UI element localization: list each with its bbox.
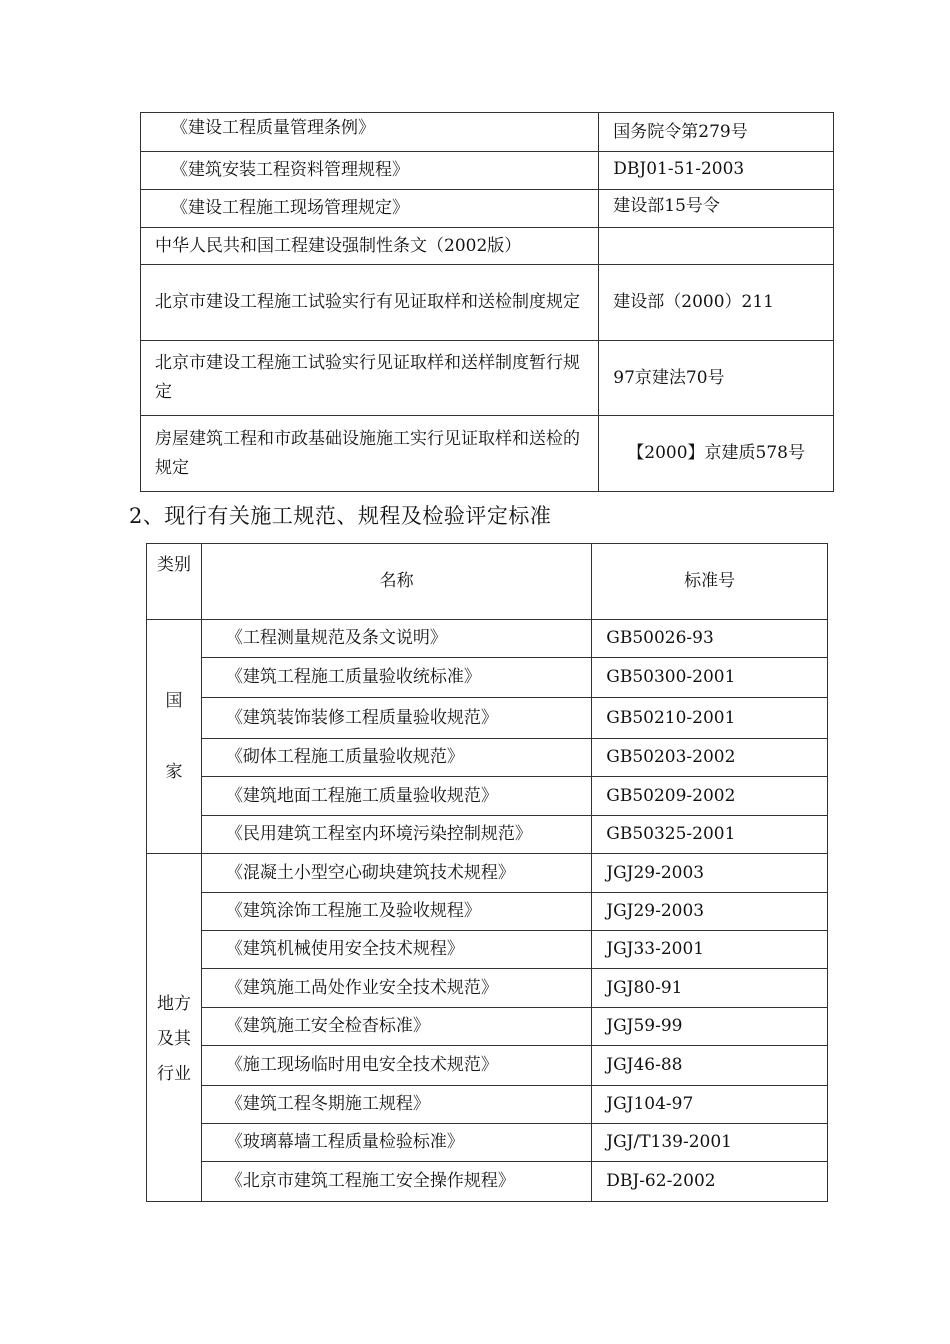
- category-label: 及其: [156, 1029, 191, 1050]
- table-row: [141, 152, 834, 190]
- section-heading: 2、现行有关施工规范、规程及检验评定标准: [129, 504, 552, 528]
- category-national: [147, 620, 202, 854]
- table-row: [141, 113, 834, 152]
- table-row: [147, 893, 828, 931]
- standard-name: 《建筑地面工程施工质量验收规范》: [201, 777, 591, 816]
- table-row: [147, 816, 828, 854]
- standard-number: JGJ29-2003: [592, 893, 828, 931]
- table-row: [147, 854, 828, 893]
- table-row: [147, 620, 828, 658]
- standard-number: GB50300-2001: [592, 658, 828, 698]
- standard-name: 《工程测量规范及条文说明》: [201, 620, 591, 658]
- table-row: [141, 190, 834, 228]
- standard-name: 《玻璃幕墙工程质量检验标准》: [201, 1124, 591, 1162]
- standards-table: [146, 543, 828, 1202]
- regulation-number: 【2000】京建质578号: [599, 416, 834, 492]
- table-header-row: [147, 544, 828, 620]
- regulation-name: 中华人民共和国工程建设强制性条文（2002版）: [141, 228, 599, 265]
- standard-name: 《施工现场临时用电安全技术规范》: [201, 1046, 591, 1086]
- standard-name: 《北京市建筑工程施工安全操作规程》: [201, 1162, 591, 1202]
- regulation-number: 国务院令第279号: [599, 113, 834, 152]
- standard-number: JGJ104-97: [592, 1086, 828, 1124]
- table-row: [147, 1124, 828, 1162]
- table-row: [147, 1086, 828, 1124]
- standard-name: 《建筑装饰装修工程质量验收规范》: [201, 698, 591, 739]
- regulation-name: 《建设工程施工现场管理规定》: [141, 190, 599, 228]
- standard-name: 《砌体工程施工质量验收规范》: [201, 739, 591, 777]
- standard-name: 《建筑工程施工质量验收统标准》: [201, 658, 591, 698]
- standard-name: 《建筑机械使用安全技术规程》: [201, 931, 591, 969]
- standard-name: 《混凝土小型空心砌块建筑技术规程》: [201, 854, 591, 893]
- table-row: [141, 341, 834, 416]
- table-row: [147, 1162, 828, 1202]
- name-header: 名称: [201, 544, 591, 620]
- regulation-number: 建设部（2000）211: [599, 265, 834, 341]
- standard-number: GB50209-2002: [592, 777, 828, 816]
- standard-number: GB50325-2001: [592, 816, 828, 854]
- regulation-name: 北京市建设工程施工试验实行见证取样和送样制度暂行规定: [141, 341, 599, 416]
- regulations-table: [140, 112, 834, 492]
- standard-number: GB50210-2001: [592, 698, 828, 739]
- standard-number: JGJ/T139-2001: [592, 1124, 828, 1162]
- standard-number: GB50026-93: [592, 620, 828, 658]
- category-label: 国: [165, 690, 183, 711]
- table-row: [141, 416, 834, 492]
- standard-name: 《建筑施工咼处作业安全技术规范》: [201, 969, 591, 1008]
- table-row: [141, 228, 834, 265]
- table-row: [147, 658, 828, 698]
- table-row: [147, 1046, 828, 1086]
- regulation-number: 97京建法70号: [599, 341, 834, 416]
- standard-number: JGJ33-2001: [592, 931, 828, 969]
- table-row: [147, 698, 828, 739]
- regulation-name: 房屋建筑工程和市政基础设施施工实行见证取样和送检的规定: [141, 416, 599, 492]
- table-row: [147, 739, 828, 777]
- standard-name: 《建筑工程冬期施工规程》: [201, 1086, 591, 1124]
- table-row: [141, 265, 834, 341]
- standard-number: DBJ-62-2002: [592, 1162, 828, 1202]
- standard-name: 《建筑涂饰工程施工及验收规程》: [201, 893, 591, 931]
- standard-number: JGJ46-88: [592, 1046, 828, 1086]
- category-label: 家: [165, 761, 183, 782]
- regulation-number: DBJ01-51-2003: [599, 152, 834, 190]
- category-label: 地方: [156, 994, 191, 1015]
- regulation-number: 建设部15号令: [599, 190, 834, 228]
- table-row: [147, 931, 828, 969]
- category-header: 类别: [147, 544, 202, 620]
- regulation-name: 《建筑安装工程资料管理规程》: [141, 152, 599, 190]
- standard-name: 《民用建筑工程室内环境污染控制规范》: [201, 816, 591, 854]
- standard-name: 《建筑施工安全检杳标准》: [201, 1008, 591, 1046]
- table-row: [147, 969, 828, 1008]
- regulation-name: 《建设工程质量管理条例》: [141, 113, 599, 152]
- standard-number: JGJ80-91: [592, 969, 828, 1008]
- standard-number: JGJ59-99: [592, 1008, 828, 1046]
- regulation-name: 北京市建设工程施工试验实行有见证取样和送检制度规定: [141, 265, 599, 341]
- table-row: [147, 1008, 828, 1046]
- table-row: [147, 777, 828, 816]
- standard-number: JGJ29-2003: [592, 854, 828, 893]
- category-label: 行业: [156, 1063, 191, 1084]
- standard-number: GB50203-2002: [592, 739, 828, 777]
- regulation-number: [599, 228, 834, 265]
- category-local: [147, 854, 202, 1202]
- standard-header: 标准号: [592, 544, 828, 620]
